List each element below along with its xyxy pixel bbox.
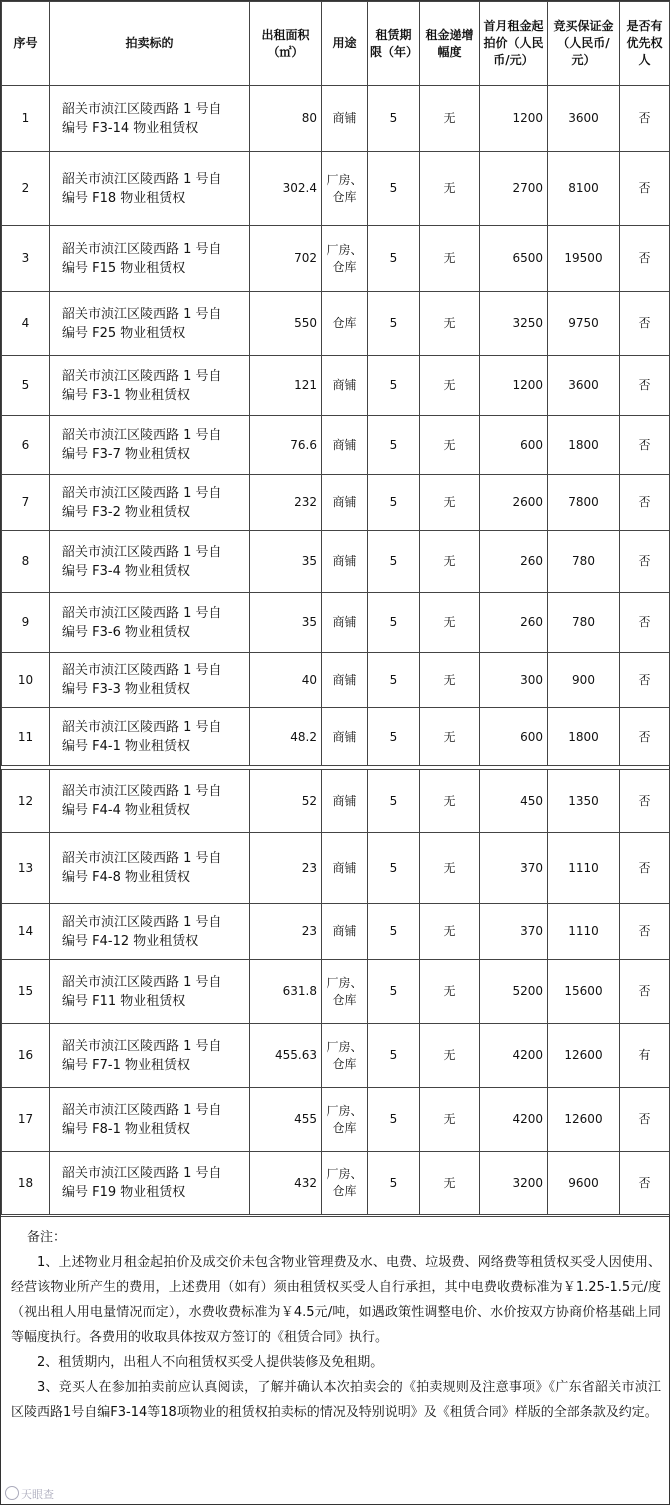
header-start-price: 首月租金起拍价（人民币/元）	[480, 2, 548, 86]
cell-subject	[50, 475, 250, 531]
subject-line-1: 韶关市浈江区陵西路 1 号自	[62, 485, 222, 501]
table-header-row	[2, 2, 670, 86]
cell-area: 23	[250, 833, 322, 904]
subject-line-2: 编号 F3-14 物业租赁权	[62, 120, 199, 136]
cell-subject	[50, 152, 250, 226]
cell-start-price: 2600	[480, 475, 548, 531]
note-2: 2、租赁期内，出租人不向租赁权买受人提供装修及免租期。	[37, 1355, 384, 1370]
subject-line-2: 编号 F3-4 物业租赁权	[62, 563, 190, 579]
cell-area: 455	[250, 1088, 322, 1152]
cell-use: 商铺	[322, 833, 368, 904]
cell-increase: 无	[420, 1152, 480, 1215]
cell-term: 5	[368, 770, 420, 833]
cell-subject	[50, 1088, 250, 1152]
cell-area: 40	[250, 653, 322, 708]
cell-deposit: 9750	[548, 292, 620, 356]
cell-deposit: 780	[548, 531, 620, 593]
cell-start-price: 6500	[480, 226, 548, 292]
cell-priority: 有	[620, 1024, 670, 1088]
table-row	[2, 593, 670, 653]
notes-title: 备注：	[27, 1230, 67, 1245]
cell-start-price: 600	[480, 416, 548, 475]
table-row	[2, 416, 670, 475]
cell-increase: 无	[420, 770, 480, 833]
cell-use: 仓库	[322, 292, 368, 356]
cell-use: 商铺	[322, 531, 368, 593]
header-term: 租赁期限（年）	[368, 2, 420, 86]
cell-use: 商铺	[322, 86, 368, 152]
cell-priority: 否	[620, 770, 670, 833]
cell-no: 3	[2, 226, 50, 292]
cell-increase: 无	[420, 1024, 480, 1088]
cell-area: 35	[250, 593, 322, 653]
cell-start-price: 3250	[480, 292, 548, 356]
cell-term: 5	[368, 904, 420, 960]
cell-term: 5	[368, 86, 420, 152]
cell-deposit: 1350	[548, 770, 620, 833]
cell-subject	[50, 708, 250, 767]
cell-area: 232	[250, 475, 322, 531]
cell-term: 5	[368, 593, 420, 653]
table-row	[2, 356, 670, 416]
cell-term: 5	[368, 1024, 420, 1088]
cell-priority: 否	[620, 226, 670, 292]
cell-area: 550	[250, 292, 322, 356]
subject-line-1: 韶关市浈江区陵西路 1 号自	[62, 241, 222, 257]
cell-deposit: 19500	[548, 226, 620, 292]
cell-increase: 无	[420, 226, 480, 292]
header-area: 出租面积（㎡）	[250, 2, 322, 86]
cell-deposit: 3600	[548, 86, 620, 152]
subject-line-1: 韶关市浈江区陵西路 1 号自	[62, 101, 222, 117]
subject-line-1: 韶关市浈江区陵西路 1 号自	[62, 171, 222, 187]
cell-term: 5	[368, 356, 420, 416]
cell-deposit: 12600	[548, 1024, 620, 1088]
subject-line-1: 韶关市浈江区陵西路 1 号自	[62, 306, 222, 322]
cell-area: 302.4	[250, 152, 322, 226]
cell-area: 121	[250, 356, 322, 416]
subject-line-2: 编号 F19 物业租赁权	[62, 1185, 186, 1200]
cell-use: 商铺	[322, 475, 368, 531]
cell-use: 厂房、仓库	[322, 960, 368, 1024]
cell-no: 10	[2, 653, 50, 708]
cell-start-price: 600	[480, 708, 548, 767]
table-row	[2, 833, 670, 904]
subject-line-2: 编号 F3-6 物业租赁权	[62, 624, 190, 640]
cell-subject	[50, 960, 250, 1024]
note-1: 1、上述物业月租金起拍价及成交价未包含物业管理费及水、电费、垃圾费、网络费等租赁权买受人因使用、经营该物业所产生的费用，上述费用（如有）须由租赁权买受人自行承担，其中电费收费标准为￥1.25-1.5元/度（视出租人用电量情况而定），水费收费标准为￥4.5元/吨，如遇政策性调整电价、水价按双方协商价格基础上同等幅度执行。各费用的收取具体按双方签订的《租赁合同》执行。	[11, 1255, 661, 1345]
cell-use: 商铺	[322, 416, 368, 475]
cell-no: 13	[2, 833, 50, 904]
cell-start-price: 370	[480, 833, 548, 904]
subject-line-1: 韶关市浈江区陵西路 1 号自	[62, 368, 222, 384]
cell-term: 5	[368, 653, 420, 708]
cell-subject	[50, 531, 250, 593]
cell-start-price: 5200	[480, 960, 548, 1024]
subject-line-1: 韶关市浈江区陵西路 1 号自	[62, 784, 222, 799]
cell-start-price: 260	[480, 593, 548, 653]
cell-use: 厂房、仓库	[322, 226, 368, 292]
subject-line-1: 韶关市浈江区陵西路 1 号自	[62, 1102, 222, 1118]
subject-line-2: 编号 F3-1 物业租赁权	[62, 387, 190, 403]
cell-area: 35	[250, 531, 322, 593]
cell-no: 16	[2, 1024, 50, 1088]
cell-start-price: 370	[480, 904, 548, 960]
cell-priority: 否	[620, 152, 670, 226]
lease-table-part2	[1, 769, 670, 1215]
cell-start-price: 1200	[480, 356, 548, 416]
cell-start-price: 450	[480, 770, 548, 833]
cell-no: 14	[2, 904, 50, 960]
cell-no: 7	[2, 475, 50, 531]
cell-increase: 无	[420, 86, 480, 152]
subject-line-2: 编号 F8-1 物业租赁权	[62, 1121, 190, 1137]
cell-no: 11	[2, 708, 50, 767]
subject-line-2: 编号 F25 物业租赁权	[62, 325, 186, 341]
cell-increase: 无	[420, 833, 480, 904]
eye-logo-icon	[5, 1486, 19, 1500]
table-row	[2, 226, 670, 292]
cell-use: 商铺	[322, 653, 368, 708]
cell-no: 12	[2, 770, 50, 833]
subject-line-1: 韶关市浈江区陵西路 1 号自	[62, 1038, 222, 1054]
cell-use: 商铺	[322, 356, 368, 416]
cell-start-price: 2700	[480, 152, 548, 226]
cell-subject	[50, 833, 250, 904]
subject-line-1: 韶关市浈江区陵西路 1 号自	[62, 851, 222, 866]
cell-increase: 无	[420, 904, 480, 960]
cell-priority: 否	[620, 356, 670, 416]
cell-term: 5	[368, 960, 420, 1024]
lease-table-part1	[1, 1, 670, 767]
cell-subject	[50, 770, 250, 833]
table-row	[2, 770, 670, 833]
cell-priority: 否	[620, 960, 670, 1024]
cell-increase: 无	[420, 653, 480, 708]
subject-line-2: 编号 F18 物业租赁权	[62, 190, 186, 206]
table-row	[2, 904, 670, 960]
cell-use: 厂房、仓库	[322, 1152, 368, 1215]
cell-area: 455.63	[250, 1024, 322, 1088]
subject-line-2: 编号 F4-12 物业租赁权	[62, 933, 199, 949]
cell-increase: 无	[420, 960, 480, 1024]
cell-deposit: 3600	[548, 356, 620, 416]
cell-priority: 否	[620, 1088, 670, 1152]
cell-deposit: 1110	[548, 904, 620, 960]
cell-priority: 否	[620, 653, 670, 708]
subject-line-2: 编号 F11 物业租赁权	[62, 993, 186, 1009]
cell-start-price: 300	[480, 653, 548, 708]
cell-subject	[50, 86, 250, 152]
cell-use: 厂房、仓库	[322, 152, 368, 226]
cell-use: 商铺	[322, 770, 368, 833]
cell-increase: 无	[420, 356, 480, 416]
table-row	[2, 86, 670, 152]
subject-line-1: 韶关市浈江区陵西路 1 号自	[62, 605, 222, 621]
cell-term: 5	[368, 226, 420, 292]
cell-area: 702	[250, 226, 322, 292]
note-3: 3、竞买人在参加拍卖前应认真阅读，了解并确认本次拍卖会的《拍卖规则及注意事项》《广东省韶关市浈江区陵西路1号自编F3-14等18项物业的租赁权拍卖标的情况及特别说明》及《租赁合同》样版的全部条款及约定。	[11, 1380, 661, 1420]
subject-line-1: 韶关市浈江区陵西路 1 号自	[62, 914, 222, 930]
subject-line-1: 韶关市浈江区陵西路 1 号自	[62, 1166, 222, 1181]
header-increase: 租金递增幅度	[420, 2, 480, 86]
cell-increase: 无	[420, 475, 480, 531]
header-subject: 拍卖标的	[50, 2, 250, 86]
cell-area: 48.2	[250, 708, 322, 767]
cell-deposit: 12600	[548, 1088, 620, 1152]
cell-term: 5	[368, 416, 420, 475]
cell-no: 5	[2, 356, 50, 416]
cell-use: 商铺	[322, 904, 368, 960]
cell-no: 8	[2, 531, 50, 593]
cell-term: 5	[368, 531, 420, 593]
cell-start-price: 1200	[480, 86, 548, 152]
cell-priority: 否	[620, 416, 670, 475]
cell-area: 80	[250, 86, 322, 152]
cell-deposit: 1800	[548, 708, 620, 767]
header-deposit: 竞买保证金（人民币/元）	[548, 2, 620, 86]
cell-priority: 否	[620, 1152, 670, 1215]
cell-subject	[50, 1152, 250, 1215]
table-row	[2, 475, 670, 531]
table-row	[2, 1024, 670, 1088]
cell-increase: 无	[420, 416, 480, 475]
cell-increase: 无	[420, 708, 480, 767]
cell-subject	[50, 904, 250, 960]
cell-priority: 否	[620, 292, 670, 356]
table-row	[2, 152, 670, 226]
table-row	[2, 960, 670, 1024]
cell-priority: 否	[620, 904, 670, 960]
cell-term: 5	[368, 152, 420, 226]
table-row	[2, 292, 670, 356]
cell-increase: 无	[420, 152, 480, 226]
cell-area: 631.8	[250, 960, 322, 1024]
cell-subject	[50, 653, 250, 708]
cell-subject	[50, 416, 250, 475]
cell-no: 4	[2, 292, 50, 356]
subject-line-1: 韶关市浈江区陵西路 1 号自	[62, 544, 222, 560]
cell-no: 9	[2, 593, 50, 653]
header-priority: 是否有优先权人	[620, 2, 670, 86]
cell-increase: 无	[420, 531, 480, 593]
cell-deposit: 8100	[548, 152, 620, 226]
cell-deposit: 7800	[548, 475, 620, 531]
header-use: 用途	[322, 2, 368, 86]
cell-use: 厂房、仓库	[322, 1088, 368, 1152]
cell-no: 6	[2, 416, 50, 475]
table-row	[2, 708, 670, 767]
cell-subject	[50, 593, 250, 653]
cell-increase: 无	[420, 292, 480, 356]
cell-increase: 无	[420, 593, 480, 653]
cell-start-price: 4200	[480, 1024, 548, 1088]
cell-priority: 否	[620, 833, 670, 904]
cell-term: 5	[368, 475, 420, 531]
cell-term: 5	[368, 1152, 420, 1215]
cell-subject	[50, 1024, 250, 1088]
cell-term: 5	[368, 708, 420, 767]
table-row	[2, 653, 670, 708]
subject-line-1: 韶关市浈江区陵西路 1 号自	[62, 974, 222, 990]
cell-term: 5	[368, 833, 420, 904]
cell-no: 1	[2, 86, 50, 152]
table-row	[2, 531, 670, 593]
cell-area: 23	[250, 904, 322, 960]
table-row	[2, 1152, 670, 1215]
cell-priority: 否	[620, 475, 670, 531]
cell-no: 17	[2, 1088, 50, 1152]
subject-line-2: 编号 F3-3 物业租赁权	[62, 682, 190, 697]
cell-priority: 否	[620, 593, 670, 653]
cell-term: 5	[368, 292, 420, 356]
cell-priority: 否	[620, 531, 670, 593]
subject-line-2: 编号 F3-2 物业租赁权	[62, 504, 190, 520]
cell-priority: 否	[620, 86, 670, 152]
subject-line-2: 编号 F15 物业租赁权	[62, 260, 186, 276]
cell-subject	[50, 292, 250, 356]
subject-line-1: 韶关市浈江区陵西路 1 号自	[62, 663, 222, 678]
cell-no: 18	[2, 1152, 50, 1215]
cell-start-price: 3200	[480, 1152, 548, 1215]
subject-line-2: 编号 F4-8 物业租赁权	[62, 870, 190, 885]
watermark	[5, 1486, 54, 1502]
subject-line-2: 编号 F3-7 物业租赁权	[62, 447, 190, 462]
cell-deposit: 780	[548, 593, 620, 653]
cell-use: 厂房、仓库	[322, 1024, 368, 1088]
cell-increase: 无	[420, 1088, 480, 1152]
cell-use: 商铺	[322, 593, 368, 653]
cell-deposit: 900	[548, 653, 620, 708]
cell-area: 76.6	[250, 416, 322, 475]
subject-line-2: 编号 F4-4 物业租赁权	[62, 803, 190, 818]
cell-use: 商铺	[322, 708, 368, 767]
cell-no: 15	[2, 960, 50, 1024]
subject-line-2: 编号 F4-1 物业租赁权	[62, 739, 190, 754]
cell-start-price: 4200	[480, 1088, 548, 1152]
cell-area: 432	[250, 1152, 322, 1215]
cell-deposit: 1110	[548, 833, 620, 904]
cell-start-price: 260	[480, 531, 548, 593]
cell-term: 5	[368, 1088, 420, 1152]
cell-priority: 否	[620, 708, 670, 767]
subject-line-1: 韶关市浈江区陵西路 1 号自	[62, 428, 222, 443]
subject-line-1: 韶关市浈江区陵西路 1 号自	[62, 720, 222, 735]
cell-deposit: 9600	[548, 1152, 620, 1215]
watermark-text: 天眼查	[21, 1488, 54, 1501]
cell-no: 2	[2, 152, 50, 226]
notes-section	[1, 1216, 669, 1504]
table-row	[2, 1088, 670, 1152]
subject-line-2: 编号 F7-1 物业租赁权	[62, 1057, 190, 1073]
cell-area: 52	[250, 770, 322, 833]
cell-subject	[50, 356, 250, 416]
cell-deposit: 15600	[548, 960, 620, 1024]
cell-subject	[50, 226, 250, 292]
cell-deposit: 1800	[548, 416, 620, 475]
header-no: 序号	[2, 2, 50, 86]
